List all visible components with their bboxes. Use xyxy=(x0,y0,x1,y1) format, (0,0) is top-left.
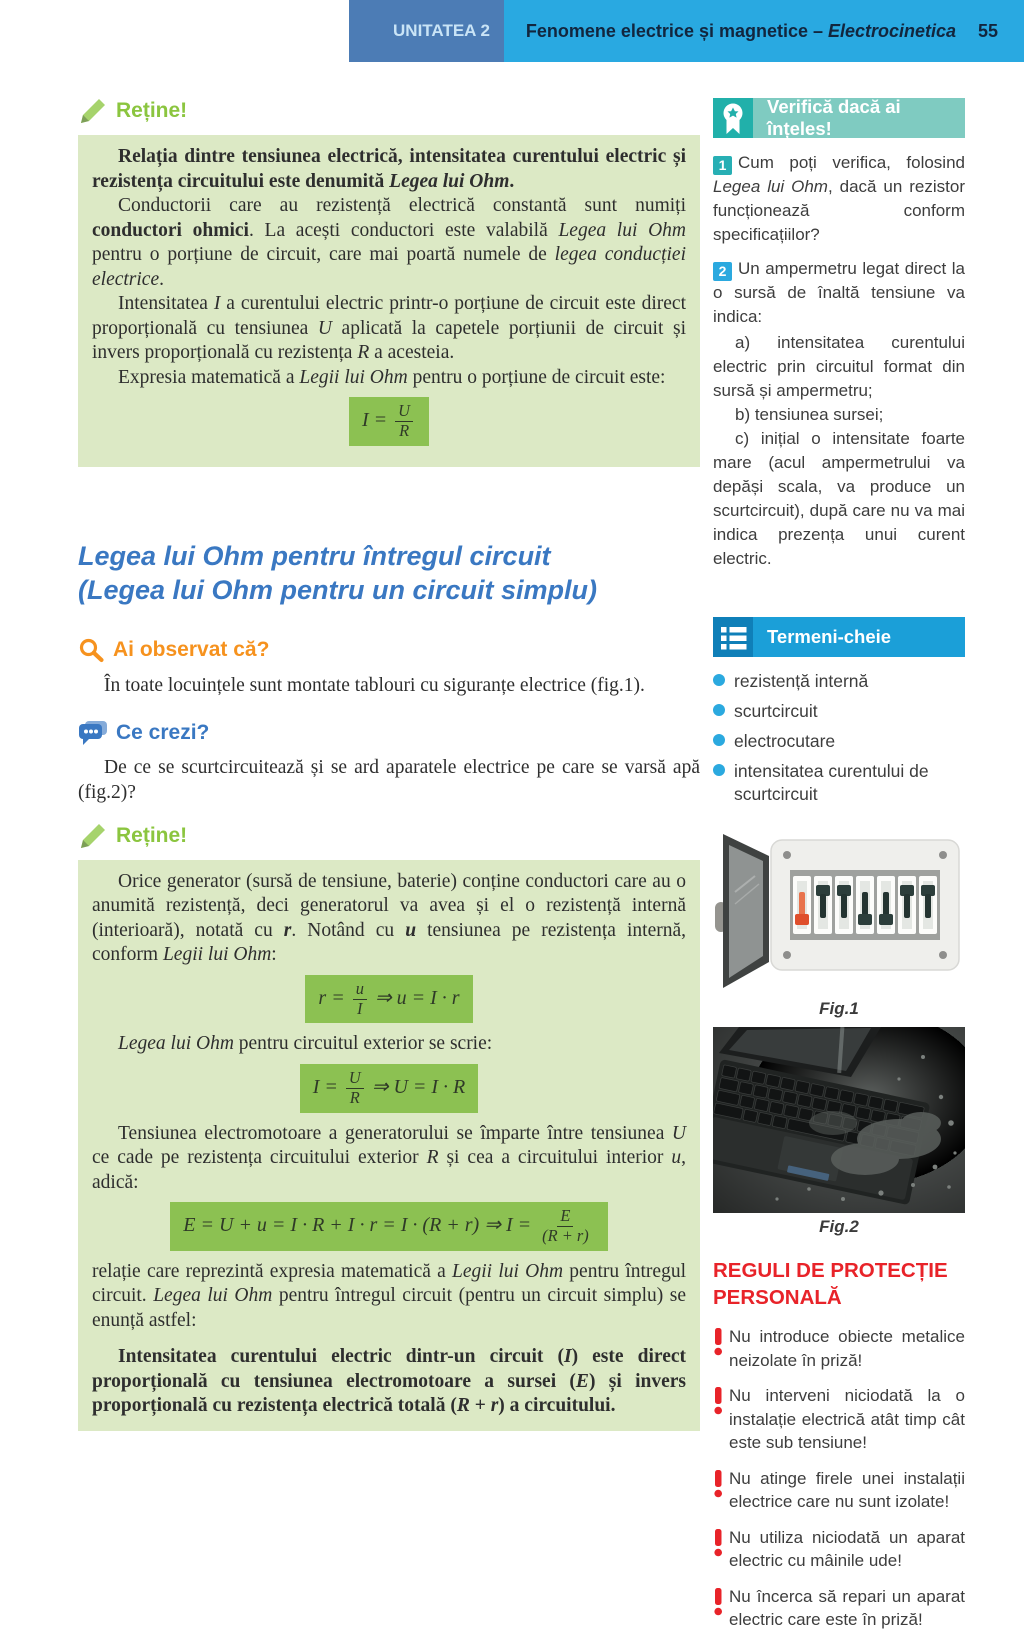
exclamation-icon xyxy=(713,1384,724,1416)
term-item xyxy=(713,730,965,753)
fuse-box-illustration xyxy=(713,832,965,990)
exclamation-icon xyxy=(713,1526,724,1558)
breaker-switch xyxy=(814,876,832,934)
verifica-header xyxy=(713,98,965,138)
paragraph: Conductorii care au rezistență electrică constantă sunt numiți conductori ohmici. La acești conductori este valabilă Legea lui Ohm pentru o porțiune de circuit, care mai poartă numele de legea conducției electrice. xyxy=(92,195,686,290)
retine-box-1 xyxy=(78,135,700,467)
term-text: electrocutare xyxy=(734,731,836,751)
ai-observat-label: Ai observat că? xyxy=(113,638,270,662)
breaker-switch-red xyxy=(793,876,811,934)
formula-exterior-circuit: I = $\frac{U}{R}$ ⇒ U = I · R xyxy=(300,1064,479,1113)
main-column xyxy=(78,96,700,1431)
pencil-icon xyxy=(78,96,108,126)
exclamation-icon xyxy=(713,1325,724,1357)
award-ribbon-icon xyxy=(713,98,753,138)
breaker-switch xyxy=(877,876,895,934)
term-item xyxy=(713,700,965,723)
ai-observat-text: În toate locuințele sunt montate tablouri cu siguranțe electrice (fig.1). xyxy=(104,674,645,696)
retine-section-label-1 xyxy=(78,96,700,126)
reguli-item xyxy=(713,1325,965,1372)
formula-ohm-portion: I = $\frac{U}{R}$ xyxy=(349,397,429,446)
breaker-switch xyxy=(898,876,916,934)
page-number: 55 xyxy=(977,20,998,41)
unit-label-text: UNITATEA 2 xyxy=(393,21,490,40)
question-option-a: a) intensitatea curentului electric prin circuitul format din sursă și ampermetru; xyxy=(713,333,965,400)
retine-label: Reține! xyxy=(116,99,188,122)
breaker-switch xyxy=(835,876,853,934)
section-heading-line2: (Legea lui Ohm pentru un circuit simplu) xyxy=(78,574,598,605)
ce-crezi-label-row xyxy=(78,720,700,746)
reguli-text: Nu atinge firele unei instalații electrice care nu sunt izolate! xyxy=(729,1468,965,1511)
formula-row xyxy=(92,975,686,1024)
retine-section-label-2 xyxy=(78,821,700,851)
speech-bubble-icon xyxy=(78,720,108,746)
term-text: scurtcircuit xyxy=(734,701,818,721)
question-option-b: b) tensiunea sursei; xyxy=(735,405,884,424)
term-text: intensitatea curentului de scurtcircuit xyxy=(734,761,929,804)
bullet-icon xyxy=(713,734,725,746)
reguli-item xyxy=(713,1384,965,1455)
paragraph: Relația dintre tensiunea electrică, intensitatea curentului electric și rezistența circuitului este denumită Legea lui Ohm. xyxy=(92,146,686,192)
question-text: Cum poți verifica, folosind Legea lui Ohm, dacă un rezistor funcționează conform specificațiilor? xyxy=(713,153,965,244)
page-header xyxy=(349,0,1024,62)
sidebar xyxy=(713,98,965,1644)
reguli-title: REGULI DE PROTECȚIE PERSONALĂ xyxy=(713,1259,948,1309)
bullet-icon xyxy=(713,764,725,776)
fig2-caption: Fig.2 xyxy=(819,1217,859,1236)
magnifier-icon xyxy=(78,637,105,664)
formula-row xyxy=(92,397,686,446)
paragraph: Orice generator (sursă de tensiune, baterie) conține conductori care au o anumită rezistență, deci generatorul va avea și el o rezistență internă (interioară), notată cu r. Notând cu u tensiunea pe rezistența internă, conform Legii lui Ohm: xyxy=(92,870,686,966)
term-text: rezistență internă xyxy=(734,671,869,691)
fig1-figure xyxy=(713,832,965,1019)
list-icon xyxy=(713,617,753,657)
reguli-item xyxy=(713,1467,965,1514)
question-item-2 xyxy=(713,257,965,329)
question-number-badge: 2 xyxy=(713,262,732,281)
question-option-c: c) inițial o intensitate foarte mare (acul ampermetrului va depăși scala, va produce un scurtcircuit), după care nu va mai indica prezența unui curent electric. xyxy=(713,429,965,568)
reguli-text: Nu încerca să repari un aparat electric care este în priză! xyxy=(729,1586,965,1629)
formula-internal-resistance: r = $\frac{u}{I}$ ⇒ u = I · r xyxy=(305,975,472,1024)
retine-label: Reține! xyxy=(116,823,188,847)
door-glass xyxy=(729,845,763,978)
reguli-item xyxy=(713,1585,965,1632)
chapter-title xyxy=(504,21,978,42)
question-text: Un ampermetru legat direct la o sursă de înaltă tensiune va indica: xyxy=(713,259,965,326)
chapter-title-italic: Electrocinetica xyxy=(828,20,957,41)
formula-row xyxy=(92,1202,686,1251)
term-item xyxy=(713,670,965,693)
unit-label xyxy=(349,0,504,62)
formula-row xyxy=(92,1064,686,1113)
formula-full-circuit: E = U + u = I · R + I · r = I · (R + r) ⇒ I = $\frac{E}{(R + r)}$ xyxy=(170,1202,607,1251)
ce-crezi-text: De ce se scurtcircuitează și se ard aparatele electrice pe care se varsă apă (fig.2)? xyxy=(78,756,700,803)
fig2-figure xyxy=(713,1027,965,1237)
question-number-badge: 1 xyxy=(713,156,732,175)
ce-crezi-label: Ce crezi? xyxy=(116,720,210,744)
section-heading-line1: Legea lui Ohm pentru întregul circuit xyxy=(78,540,551,571)
section-heading xyxy=(78,539,700,607)
reguli-text: Nu interveni niciodată la o instalație electrică atât timp cât este sub tensiune! xyxy=(729,1386,965,1452)
pencil-icon xyxy=(78,821,108,851)
chapter-title-text: Fenomene electrice și magnetice – xyxy=(525,20,829,41)
term-item xyxy=(713,760,965,806)
paragraph: Expresia matematică a Legii lui Ohm pentru o porțiune de circuit este: xyxy=(118,366,666,388)
breaker-switch xyxy=(919,876,937,934)
verifica-title: Verifică dacă ai înțeles! xyxy=(753,98,965,138)
paragraph: Legea lui Ohm pentru circuitul exterior se scrie: xyxy=(118,1033,493,1055)
reguli-text: Nu introduce obiecte metalice neizolate în priză! xyxy=(729,1327,965,1370)
termeni-title: Termeni-cheie xyxy=(753,617,965,657)
exclamation-icon xyxy=(713,1467,724,1499)
paragraph: Tensiunea electromotoare a generatorului se împarte între tensiunea U ce cade pe rezistența circuitului exterior R și cea a circuitului interior u, adică: xyxy=(92,1122,686,1193)
bullet-icon xyxy=(713,674,725,686)
exclamation-icon xyxy=(713,1585,724,1617)
question-item-1 xyxy=(713,151,965,247)
reguli-text: Nu utiliza niciodată un aparat electric cu mâinile ude! xyxy=(729,1527,965,1570)
paragraph: Intensitatea I a curentului electric printr-o porțiune de circuit este direct proporțională cu tensiunea U aplicată la capetele porțiunii de circuit și invers proporțională cu rezistența R a acesteia. xyxy=(92,293,686,363)
reguli-item xyxy=(713,1526,965,1573)
bullet-icon xyxy=(713,704,725,716)
termeni-header xyxy=(713,617,965,657)
breaker-switch xyxy=(856,876,874,934)
fig2-photo xyxy=(713,1027,965,1213)
fig1-caption: Fig.1 xyxy=(819,999,859,1018)
ohm-law-statement: Intensitatea curentului electric dintr-un circuit (I) este direct proporțională cu tensiunea electromotoare a sursei (E) și invers proporțională cu rezistența electrică totală (R + r) a circuitului. xyxy=(92,1346,687,1417)
ai-observat-label-row xyxy=(78,637,700,664)
paragraph: relație care reprezintă expresia matematică a Legii lui Ohm pentru întregul circuit. Legea lui Ohm pentru întregul circuit (pentru un circuit simplu) se enunță astfel: xyxy=(92,1260,687,1331)
retine-box-2 xyxy=(78,860,700,1431)
